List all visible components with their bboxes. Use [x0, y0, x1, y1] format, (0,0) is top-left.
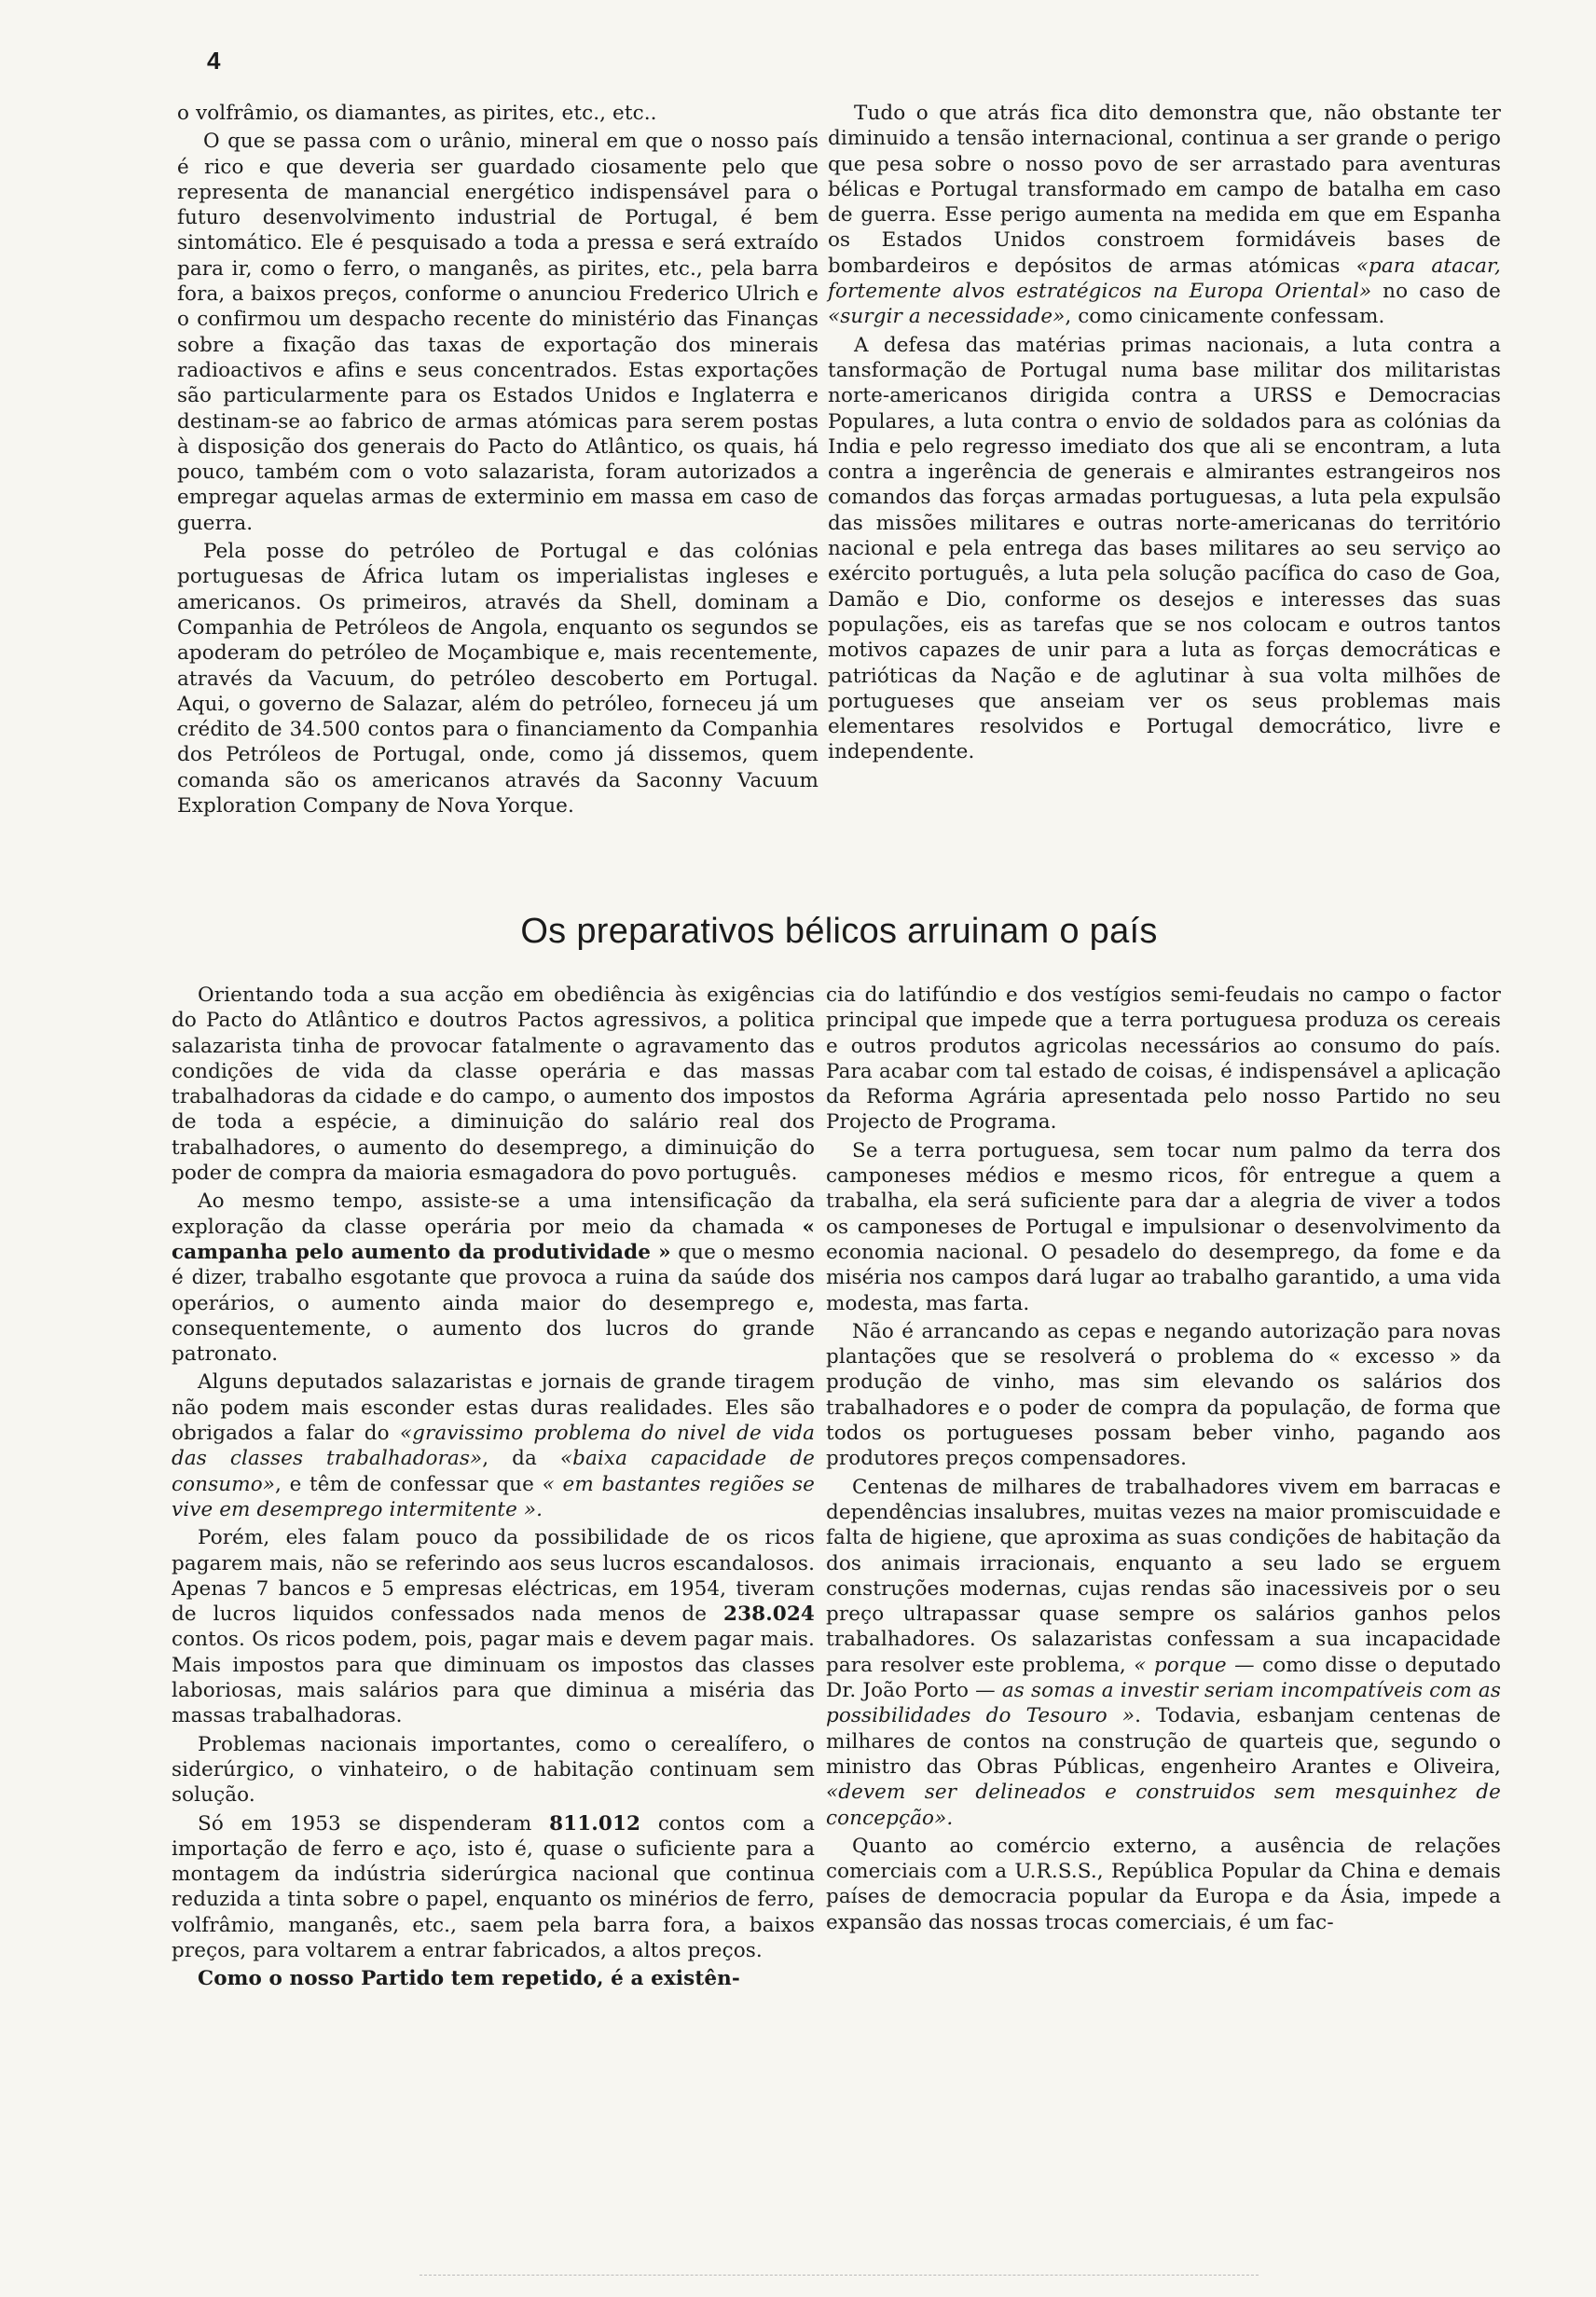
figure-number: 811.012 — [549, 1811, 641, 1836]
quotation: as somas a investir seriam incompatíveis com as possibilidades do Tesouro » — [826, 1679, 1501, 1728]
article-paragraph: cia do latifúndio e dos vestígios semi-feudais no campo o factor principal que impede que a terra portuguesa produza os cereais e outros produtos agricolas necessários ao consumo do país. Para acabar com tal estado de coisas, é indispensável a aplicação da Reforma Agrária apresentada pelo nosso Partido no seu Projecto de Programa. — [826, 983, 1501, 1135]
figure-number: 238.024 — [723, 1602, 815, 1627]
top-left-paragraph: O que se passa com o urânio, mineral em que o nosso país é rico e que deveria ser guardado ciosamente pelo que representa de manancial energético indispensável para o futuro desenvolvimento industrial de Portugal, é bem sintomático. Ele é pesquisado a toda a pressa e será extraído para ir, como o ferro, o manganês, as pirites, etc., pela barra fora, a baixos preços, conforme o anunciou Frederico Ulrich e o confirmou um despacho recente do ministério das Finanças sobre a fixação das taxas de exportação dos minerais radioactivos e afins e seus concentrados. Estas exportações são particularmente para os Estados Unidos e Inglaterra e destinam-se ao fabrico de armas atómicas para serem postas à disposição dos generais do Pacto do Atlântico, os quais, há pouco, também com o voto salazarista, foram autorizados a empregar aquelas armas de exterminio em massa em caso de guerra. — [177, 130, 819, 535]
quotation: «surgir a necessidade» — [828, 305, 1066, 329]
text-run: que o mesmo é dizer, trabalho esgotante que provoca a ruina da saúde dos operários, o aumento ainda maior do desemprego e, consequentemente, o aumento dos lucros do grande patronato. — [172, 1240, 815, 1367]
text-run: Tudo o que atrás fica dito demonstra que, não obstante ter diminuido a tensão internacional, continua a ser grande o perigo que pesa sobre o nosso povo de ser arrastado para aventuras bélicas e Portugal transformado em campo de batalha em caso de guerra. Esse perigo aumenta na medida em que em Espanha os Estados Unidos constroem formidáveis bases de bombardeiros e depósitos de armas atómicas — [828, 102, 1501, 278]
article-paragraph — [826, 1475, 1501, 1831]
quotation: «baixa capacidade de consumo» — [172, 1447, 815, 1496]
article-paragraph — [172, 1189, 815, 1367]
text-run: , da — [482, 1447, 560, 1471]
text-run: Centenas de milhares de trabalhadores vivem em barracas e dependências insalubres, muitas vezes na maior promiscuidade e falta de higiene, que aproxima as suas condições de habitação da dos animais irracionais, enquanto a seu lado se erguem construções modernas, cujas rendas são inacessiveis por o seu preço ultrapassar quase sempre os salários ganhos pelos trabalhadores. Os salazaristas confessam a sua incapacidade para resolver este problema, — [826, 1475, 1501, 1677]
quotation: «devem ser delineados e construidos sem mesquinhez de concepção». — [826, 1781, 1501, 1830]
article-right-column — [826, 983, 1501, 1935]
top-right-paragraph — [828, 101, 1501, 330]
footer-rule — [420, 2275, 1259, 2276]
article-paragraph: Quanto ao comércio externo, a ausência de relações comerciais com a U.R.S.S., República Popular da China e demais países de democracia popular da Europa e da Ásia, impede a expansão das nossas trocas comerciais, é um fac- — [826, 1834, 1501, 1934]
article-paragraph — [172, 1525, 815, 1728]
article-paragraph — [172, 1369, 815, 1522]
page-number: 4 — [207, 47, 221, 75]
top-right-column — [828, 101, 1501, 765]
quotation: « porque — — [1134, 1653, 1255, 1677]
quotation: « em bastantes regiões se vive em desemprego intermitente ». — [172, 1472, 815, 1521]
text-run: contos com a importação de ferro e aço, isto é, quase o suficiente para a montagem da indústria siderúrgica nacional que continua reduzida a tinta sobre o papel, enquanto os minérios de ferro, volfrâmio, manganês, etc., saem pela barra fora, a baixos preços, para voltarem a entrar fabricados, a altos preços. — [172, 1811, 815, 1962]
text-run: Porém, eles falam pouco da possibilidade de os ricos pagarem mais, não se referindo aos seus lucros escandalosos. Apenas 7 bancos e 5 empresas eléctricas, em 1954, tiveram de lucros liquidos confessados nada menos de — [172, 1526, 815, 1627]
top-left-column — [177, 101, 819, 818]
article-paragraph — [172, 1811, 815, 1964]
text-run: Só em 1953 se dispenderam — [198, 1811, 550, 1836]
text-run: , e têm de confessar que — [275, 1472, 543, 1496]
article-paragraph: Orientando toda a sua acção em obediência às exigências do Pacto do Atlântico e doutros Pactos agressivos, a politica salazarista tinha de provocar fatalmente o agravamento das condições de vida da classe operária e das massas trabalhadoras da cidade e do campo, o aumento dos impostos de toda a espécie, a diminuição do salário real dos trabalhadores, o aumento do desemprego, a diminuição do poder de compra da maioria esmagadora do povo português. — [172, 983, 815, 1186]
text-run: Alguns deputados salazaristas e jornais de grande tiragem não podem mais esconder estas duras realidades. Eles são obrigados a falar do — [172, 1370, 815, 1446]
text-run: como disse o deputado Dr. João Porto — — [826, 1653, 1501, 1703]
text-run: . Todavia, esbanjam centenas de milhares de contos na construção de quarteis que, segundo o ministro das Obras Públicas, engenheiro Arantes e Oliveira, — [826, 1704, 1501, 1779]
quotation: «gravissimo problema do nivel de vida das classes trabalhadoras» — [172, 1422, 815, 1471]
top-right-paragraph: A defesa das matérias primas nacionais, a luta contra a tansformação de Portugal numa base militar dos militaristas norte-americanos dirigida contra a URSS e Democracias Populares, a luta contra o envio de soldados para as colónias da India e pelo regresso imediato dos que ali se encontram, a luta contra a ingerência de generais e almirantes estrangeiros nos comandos das forças armadas portuguesas, a luta pela expulsão das missões militares e outras norte-americanas do território nacional e pela entrega das bases militares ao seu serviço ao exército português, a luta pela solução pacífica do caso de Goa, Damão e Dio, conforme os desejos e interesses das suas populações, eis as tarefas que se nos colocam e outros tantos motivos capazes de unir para a luta as forças democráticas e patrióticas da Nação e de aglutinar à sua volta milhões de portugueses que anseiam ver os seus problemas mais elementares resolvidos e Portugal democrático, livre e independente. — [828, 333, 1501, 764]
article-paragraph: Problemas nacionais importantes, como o cerealífero, o siderúrgico, o vinhateiro, o de habitação continuam sem solução. — [172, 1732, 815, 1808]
top-left-paragraph: o volfrâmio, os diamantes, as pirites, etc., etc.. — [177, 102, 657, 125]
article-paragraph: Não é arrancando as cepas e negando autorização para novas plantações que se resolverá o problema do « excesso » da produção de vinho, mas sim elevando os salários dos trabalhadores e o poder de compra da população, de forma que todos os portugueses possam beber vinho, pagando aos produtores preços compensadores. — [826, 1319, 1501, 1471]
article-paragraph: Como o nosso Partido tem repetido, é a existên- — [198, 1967, 740, 1991]
article-paragraph: Se a terra portuguesa, sem tocar num palmo da terra dos camponeses médios e mesmo ricos, fôr entregue a quem a trabalha, ela será suficiente para dar a alegria de viver a todos os camponeses de Portugal e impulsionar o desenvolvimento da economia nacional. O pesadelo do desemprego, da fome e da miséria nos campos dará lugar ao trabalho garantido, a uma vida modesta, mas farta. — [826, 1138, 1501, 1315]
top-left-paragraph: Pela posse do petróleo de Portugal e das colónias portuguesas de África lutam os imperialistas ingleses e americanos. Os primeiros, através da Shell, dominam a Companhia de Petróleos de Angola, enquanto os segundos se apoderam do petróleo de Moçambique e, mais recentemente, através da Vacuum, do petróleo descoberto em Portugal. Aqui, o governo de Salazar, além do petróleo, forneceu já um crédito de 34.500 contos para o financiamento da Companhia dos Petróleos de Portugal, onde, como já dissemos, quem comanda são os americanos através da Saconny Vacuum Exploration Company de Nova Yorque. — [177, 540, 819, 818]
text-run: contos. Os ricos podem, pois, pagar mais e devem pagar mais. Mais impostos para que diminuam os impostos das classes laboriosas, mais salários para que diminua a miséria das massas trabalhadoras. — [172, 1628, 815, 1728]
quotation: «para atacar, fortemente alvos estratégicos na Europa Oriental» — [828, 254, 1501, 304]
text-run: no caso de — [1371, 280, 1501, 304]
text-run: Ao mesmo tempo, assiste-se a uma intensificação da exploração da classe operária por meio da chamada — [172, 1190, 815, 1239]
article-left-column — [172, 983, 815, 1992]
text-run: , como cinicamente confessam. — [1065, 305, 1385, 329]
article-headline: Os preparativos bélicos arruinam o país — [520, 912, 1158, 951]
quotation: « campanha pelo aumento da produtividade » — [172, 1215, 815, 1264]
